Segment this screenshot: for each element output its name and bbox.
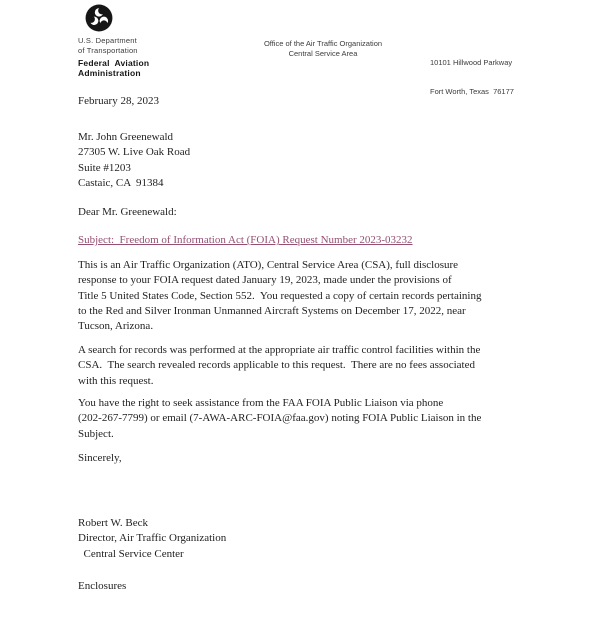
signer-name: Robert W. Beck [78, 517, 148, 529]
hq-address-line1: 10101 Hillwood Parkway [430, 58, 513, 67]
closing-text: Sincerely, [78, 452, 122, 464]
body-line: Subject. [78, 427, 114, 440]
body-line: This is an Air Traffic Organization (ATO), Central Service Area (CSA), full disclosure [78, 259, 459, 271]
closing [78, 451, 122, 466]
office-name [228, 39, 418, 58]
agency-name [78, 58, 149, 78]
signer-title-line2: Central Service Center [78, 547, 184, 560]
subject-line [78, 233, 413, 248]
department-line1: U.S. Department [78, 36, 137, 45]
body-line: You have the right to seek assistance from the FAA FOIA Public Liaison via phone [78, 397, 444, 409]
body-line: response to your FOIA request dated January 19, 2023, made under the provisions of [78, 274, 452, 287]
body-paragraph-1 [78, 258, 481, 334]
body-line: Title 5 United States Code, Section 552. You requested a copy of certain records pertaining [78, 289, 482, 302]
body-line: to the Red and Silver Ironman Unmanned Aircraft Systems on December 17, 2022, near [78, 304, 466, 317]
body-paragraph-3 [78, 396, 481, 442]
letter-date [78, 94, 159, 109]
agency-line1: Federal Aviation [78, 58, 150, 68]
dot-triskelion-icon [85, 4, 113, 32]
office-line2: Central Service Area [288, 48, 358, 58]
subject-link[interactable]: Subject: Freedom of Information Act (FOIA) Request Number 2023-03232 [78, 234, 413, 246]
body-line: Tucson, Arizona. [78, 320, 154, 333]
recipient-street: 27305 W. Live Oak Road [78, 146, 191, 159]
body-line: CSA. The search revealed records applicable to this request. There are no fees associated [78, 359, 475, 372]
signer-title-line1: Director, Air Traffic Organization [78, 532, 227, 545]
recipient-city-state-zip: Castaic, CA 91384 [78, 176, 164, 189]
signature-block [78, 516, 226, 562]
date-text: February 28, 2023 [78, 95, 159, 107]
agency-line2: Administration [78, 68, 141, 78]
body-line: (202-267-7799) or email (7-AWA-ARC-FOIA@faa.gov) noting FOIA Public Liaison in the [78, 412, 482, 425]
body-paragraph-2 [78, 343, 480, 389]
enclosures-note [78, 579, 126, 594]
recipient-name: Mr. John Greenewald [78, 131, 174, 143]
body-line: with this request. [78, 374, 154, 387]
hq-address [430, 39, 514, 115]
department-line2: of Transportation [78, 46, 138, 55]
department-name [78, 36, 138, 56]
office-line1: Office of the Air Traffic Organization [263, 39, 383, 48]
letterhead [0, 0, 600, 96]
hq-address-line2: Fort Worth, Texas 76177 [430, 86, 514, 96]
salutation [78, 205, 177, 220]
body-line: A search for records was performed at the appropriate air traffic control facilities within the [78, 344, 481, 356]
enclosures-text: Enclosures [78, 580, 127, 592]
recipient-address [78, 130, 190, 191]
salutation-text: Dear Mr. Greenewald: [78, 206, 177, 218]
recipient-suite: Suite #1203 [78, 161, 131, 174]
